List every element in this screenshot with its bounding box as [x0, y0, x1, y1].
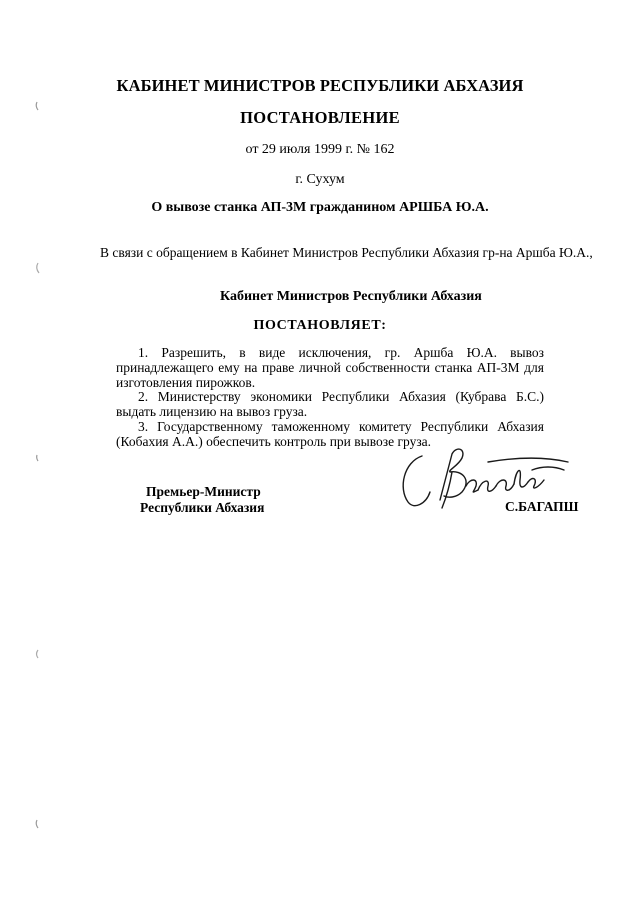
resolution-item: 3. Государственному таможенному комитету Республики Абхазия (Кобахия А.А.) обеспечить контроль при вывозе груза. [116, 418, 544, 449]
resolves-heading: ПОСТАНОВЛЯЕТ: [253, 318, 387, 333]
document-type: ПОСТАНОВЛЕНИЕ [240, 108, 400, 127]
resolution-item: 2. Министерству экономики Республики Абхазия (Кубрава Б.С.) выдать лицензию на вывоз груза. [116, 389, 544, 420]
punch-hole-mark [34, 262, 44, 274]
resolution-items [116, 346, 544, 450]
resolution-item: 1. Разрешить, в виде исключения, гр. Аршба Ю.А. вывоз принадлежащего ему на праве личной собственности станка АП-3М для изготовления пирожков. [116, 345, 544, 390]
punch-hole-mark [34, 818, 44, 830]
issuer-title: КАБИНЕТ МИНИСТРОВ РЕСПУБЛИКИ АБХАЗИЯ [116, 76, 524, 95]
document-date-number: от 29 июля 1999 г. № 162 [245, 142, 395, 157]
signatory-position [140, 484, 264, 516]
signatory-position-line2: Республики Абхазия [140, 500, 265, 515]
issuing-body: Кабинет Министров Республики Абхазия [220, 289, 482, 304]
document-city: г. Сухум [295, 172, 345, 187]
signatory-position-line1: Премьер-Министр [146, 484, 261, 499]
preamble-text: В связи с обращением в Кабинет Министров Республики Абхазия гр-на Аршба Ю.А., [100, 245, 593, 260]
punch-hole-mark [34, 452, 44, 464]
document-subject: О вывозе станка АП-3М гражданином АРШБА Ю.А. [151, 200, 489, 215]
signatory-name: С.БАГАПШ [505, 499, 579, 514]
punch-hole-mark [34, 648, 44, 660]
